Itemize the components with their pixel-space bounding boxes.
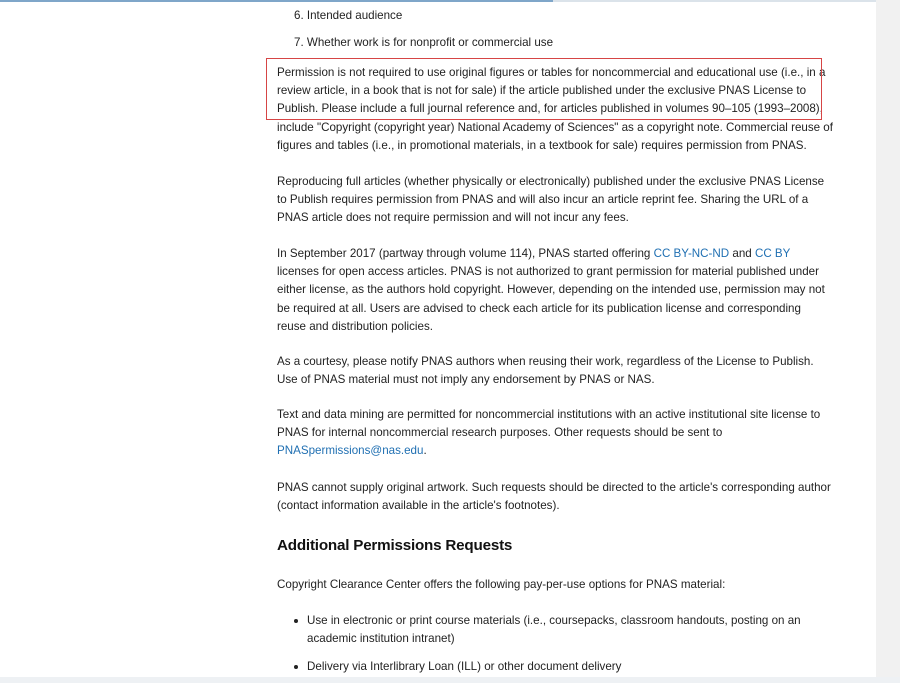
course-materials-text: Use in electronic or print course materials (i.e., coursepacks, classroom handouts, posting on an academic institution intranet) <box>307 614 801 646</box>
interlibrary-loan-text: Delivery via Interlibrary Loan (ILL) or other document delivery <box>307 660 622 674</box>
paragraph-original-artwork: PNAS cannot supply original artwork. Such requests should be directed to the article's corresponding author (contact information available in the article's footnotes). <box>277 481 831 513</box>
list-item-course-materials <box>277 612 833 648</box>
pay-per-use-options-list <box>277 612 833 677</box>
cc-by-nc-nd-link[interactable]: CC BY-NC-ND <box>653 247 730 260</box>
paragraph-reproducing-articles: Reproducing full articles (whether physically or electronically) published under the exclusive PNAS License to Publish requires permission from PNAS and will also incur an article reprint fee. Sharing the URL of a PNAS article does not require permission and will not incur any fees. <box>277 175 825 225</box>
bullet-icon <box>294 619 298 623</box>
text-mining-text-before: Text and data mining are permitted for noncommercial institutions with an active institutional site license to PNAS for internal noncommercial research purposes. Other requests should be sent to <box>277 408 821 440</box>
top-border-accent <box>0 0 553 2</box>
top-border <box>0 0 900 2</box>
page-right-margin <box>876 0 900 683</box>
paragraph-open-access <box>277 245 833 336</box>
section-heading-additional-permissions: Additional Permissions Requests <box>277 537 513 554</box>
paragraph-noncommercial-use: Permission is not required to use original figures or tables for noncommercial and educational use (i.e., in a review article, in a book that is not for sale) if the article published under the exclusive PNAS License to Publish. Please include a full journal reference and, for articles published in volumes 90–105 (1993–2008), include "Copyright (copyright year) National Academy of Sciences" as a copyright note. Commercial reuse of figures and tables (i.e., in promotional materials, in a textbook for sale) requires permission from PNAS. <box>277 66 833 152</box>
text-mining-text-after: . <box>423 444 427 458</box>
page-bottom-edge <box>0 677 900 683</box>
cc-by-link[interactable]: CC BY <box>754 247 791 260</box>
open-access-text-before: In September 2017 (partway through volume 114), PNAS started offering <box>277 247 654 260</box>
list-item-interlibrary-loan <box>277 658 833 676</box>
list-item-nonprofit-commercial: 7. Whether work is for nonprofit or commercial use <box>294 36 554 49</box>
list-item-intended-audience: 6. Intended audience <box>294 9 403 22</box>
paragraph-ccc-intro: Copyright Clearance Center offers the following pay-per-use options for PNAS material: <box>277 578 726 591</box>
paragraph-courtesy: As a courtesy, please notify PNAS authors when reusing their work, regardless of the License to Publish. Use of PNAS material must not imply any endorsement by PNAS or NAS. <box>277 355 814 387</box>
open-access-text-middle: and <box>729 247 755 260</box>
bullet-icon <box>294 665 298 669</box>
pnas-permissions-email-link[interactable]: PNASpermissions@nas.edu <box>277 444 424 458</box>
open-access-text-after: licenses for open access articles. PNAS is not authorized to grant permission for material published under either license, as the authors hold copyright. However, depending on the intended use, permission may not be required at all. Users are advised to check each article for its publication license and corresponding reuse and distribution policies. <box>277 265 825 333</box>
paragraph-text-data-mining <box>277 406 833 461</box>
